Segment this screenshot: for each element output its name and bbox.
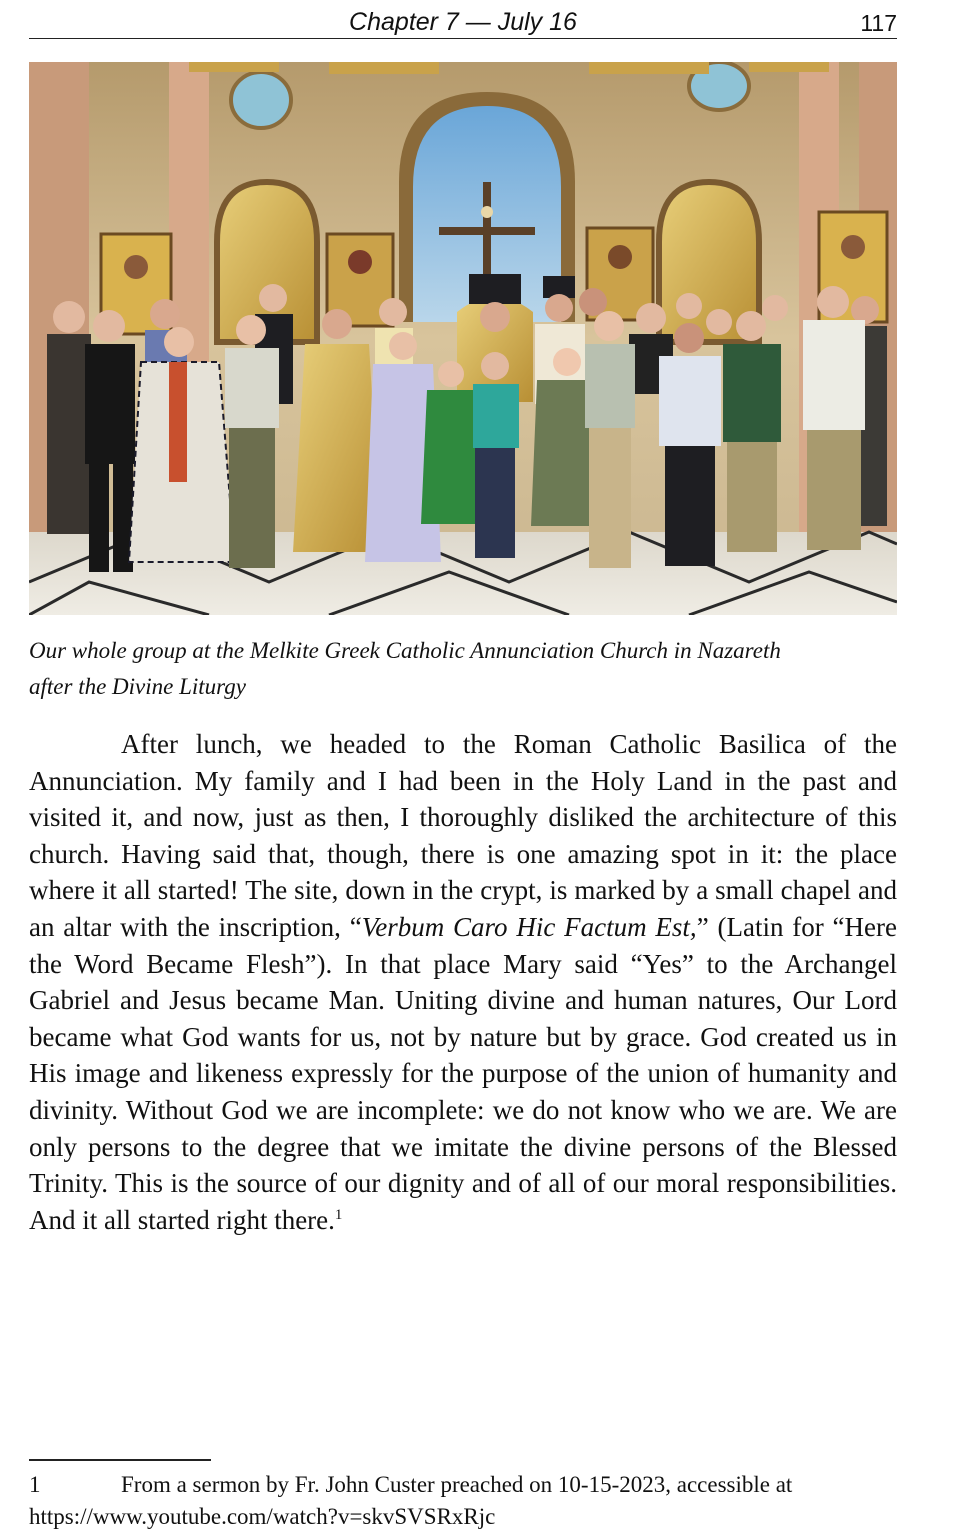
- body-text-part-2: ” (Latin for “Here the Word Became Flesh”). In that place Mary said “Yes” to the Archangel Gabriel and Jesus became Man. Uniting divine and human natures, Our Lord became what God wants for us, not by nature but by grace. God created us in His image and likeness expressly for the purpose of the union of humanity and divinity. Without God we are incomplete: we do not know who we are. We are only persons to the degree that we imitate the divine persons of the Blessed Trinity. This is the source of our dignity and of all of our moral responsibilities. And it all started right there.: [29, 911, 897, 1235]
- photo-caption: [29, 633, 897, 705]
- running-header: [29, 4, 897, 39]
- group-photo: [29, 62, 897, 615]
- caption-line-1: Our whole group at the Melkite Greek Catholic Annunciation Church in Nazareth: [29, 638, 781, 663]
- running-title: Chapter 7 — July 16: [349, 8, 577, 36]
- body-text-part-1: After lunch, we headed to the Roman Catholic Basilica of the Annunciation. My family and I had been in the Holy Land in the past and visited it, and now, just as then, I thoroughly disliked the architecture of this church. Having said that, though, there is one amazing spot in it: the place where it all started! The site, down in the crypt, is marked by a small chapel and an altar with the inscription, “: [29, 729, 897, 942]
- footnote-reference[interactable]: 1: [334, 1206, 343, 1223]
- latin-inscription: Verbum Caro Hic Factum Est,: [361, 911, 697, 942]
- footnote: [29, 1469, 897, 1533]
- footnote-divider: [29, 1459, 211, 1461]
- footnote-number: 1: [29, 1472, 41, 1497]
- body-paragraph: [29, 726, 897, 1238]
- footnote-text: From a sermon by Fr. John Custer preached on 10-15-2023, accessible at: [121, 1472, 793, 1497]
- footnote-url[interactable]: https://www.youtube.com/watch?v=skvSVSRxRjc: [29, 1504, 496, 1529]
- caption-line-2: after the Divine Liturgy: [29, 674, 246, 699]
- page-number: 117: [860, 10, 897, 36]
- church-group-illustration: [29, 62, 897, 615]
